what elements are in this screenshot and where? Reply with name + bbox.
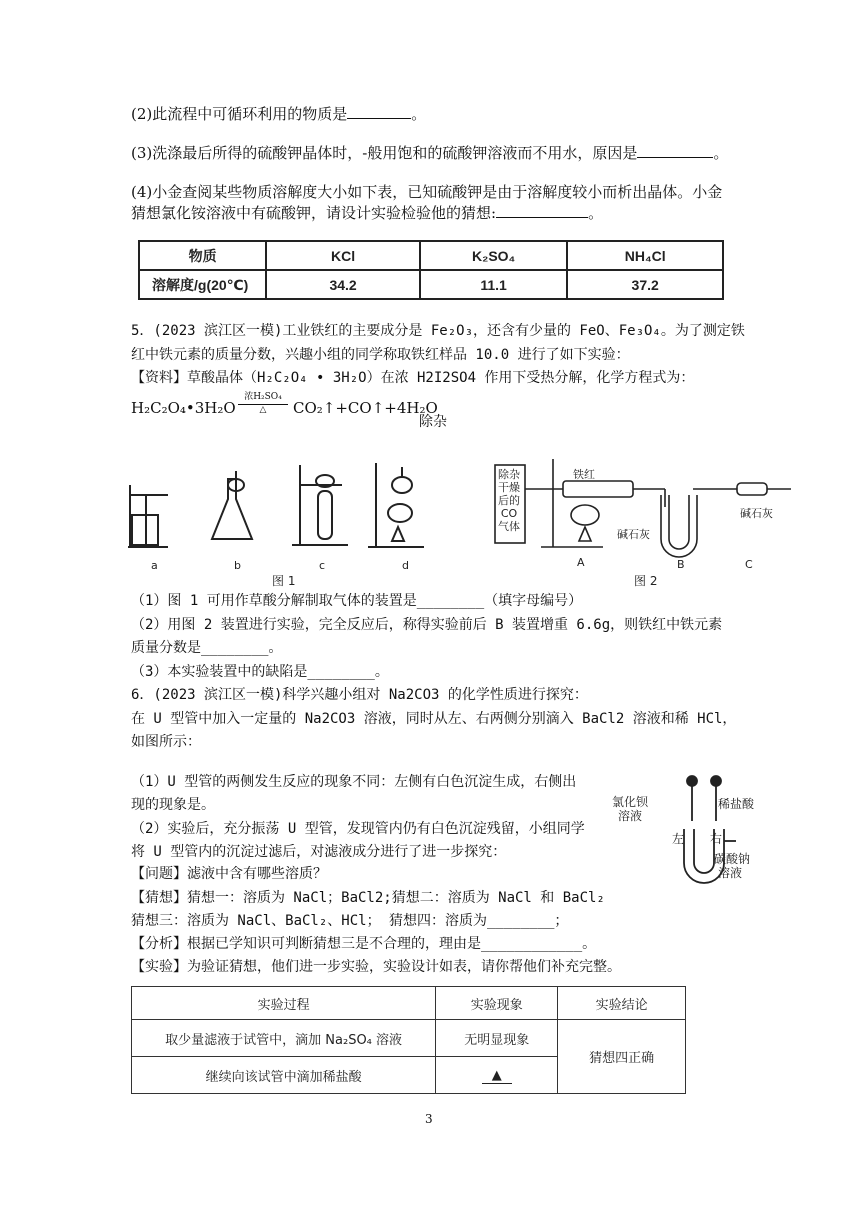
- answer-blank[interactable]: [496, 203, 588, 218]
- q6-line1: 6．(2023 滨江区一模)科学兴趣小组对 Na2CO3 的化学性质进行探究：: [131, 687, 588, 703]
- q5-sub1: （1）图 1 可用作草酸分解制取气体的装置是________（填字母编号）: [131, 593, 583, 609]
- q6-p1b: 现的现象是。: [131, 797, 215, 813]
- table-cell: 取少量滤液于试管中，滴加 Na₂SO₄ 溶液: [132, 1020, 436, 1057]
- fig1-label-c: c: [319, 559, 326, 572]
- q5-sub2a: （2）用图 2 装置进行实验，完全反应后，称得实验前后 B 装置增重 6.6g，则铁红中铁元素: [131, 617, 723, 633]
- q6-guess1: 【猜想】猜想一：溶质为 NaCl；BaCl2;猜想二：溶质为 NaCl 和 BaCl₂: [131, 890, 605, 906]
- q6-p2a: （2）实验后，充分振荡 U 型管，发现管内仍有白色沉淀残留，小组同学: [131, 821, 585, 837]
- q6-question: 【问题】滤液中含有哪些溶质？: [131, 866, 327, 882]
- q6-line2: 在 U 型管中加入一定量的 Na2CO3 溶液，同时从左、右两侧分别滴入 BaCl2 溶液和稀 HCl，: [131, 711, 737, 727]
- table-cell: 溶解度/g(20℃): [139, 270, 266, 299]
- conclusion-cell: 猜想四正确: [558, 1020, 686, 1094]
- eq-note: 除杂: [419, 414, 447, 430]
- q4-line4a: (4)小金查阅某些物质溶解度大小如下表，已知硫酸钾是由于溶解度较小而析出晶体。小金: [131, 183, 723, 201]
- table-cell: 34.2: [266, 270, 420, 299]
- fig2-lime2-label: 碱石灰: [740, 507, 773, 520]
- table-cell: 11.1: [420, 270, 568, 299]
- experiment-table: [131, 986, 686, 1094]
- fig1-label-a: a: [151, 559, 158, 572]
- q4-line3: (3)洗涤最后所得的硫酸钾晶体时，-般用饱和的硫酸钾溶液而不用水，原因是 。: [131, 144, 729, 162]
- fig2-iron-label: 铁红: [573, 468, 595, 481]
- fig2-label-A: A: [577, 556, 585, 569]
- table-header: 实验结论: [558, 987, 686, 1020]
- table-header: K₂SO₄: [420, 241, 568, 270]
- label-hcl: 稀盐酸: [718, 797, 755, 811]
- q5-sub2b: 质量分数是________。: [131, 640, 283, 656]
- fig2-gas-box: 除杂 干燥 后的 CO 气体: [498, 468, 520, 533]
- fig2-caption: 图 2: [634, 574, 658, 588]
- q6-analysis: 【分析】根据已学知识可判断猜想三是不合理的，理由是____________。: [131, 936, 597, 952]
- q4-line2: (2)此流程中可循环利用的物质是 。: [131, 105, 427, 123]
- fig1-caption: 图 1: [272, 574, 296, 588]
- table-cell: 37.2: [567, 270, 723, 299]
- fig2-label-C: C: [745, 558, 753, 571]
- figure-1-apparatus: [128, 455, 428, 585]
- q5-line2: 红中铁元素的质量分数，兴趣小组的同学称取铁红样品 10.0 进行了如下实验：: [131, 347, 630, 363]
- label-left: 左: [672, 832, 685, 846]
- table-header: NH₄Cl: [567, 241, 723, 270]
- fig2-label-B: B: [677, 558, 685, 571]
- page-number: 3: [425, 1112, 433, 1126]
- eq-right: CO₂↑+CO↑+4H₂O: [293, 399, 438, 417]
- answer-blank[interactable]: [637, 143, 713, 158]
- answer-blank[interactable]: [347, 104, 411, 119]
- table-header: 实验过程: [132, 987, 436, 1020]
- q5-line3: 【资料】草酸晶体（H₂C₂O₄ • 3H₂O）在浓 H2I2SO4 作用下受热分解，化学方程式为：: [131, 370, 695, 386]
- eq-condition: 浓H₂SO₄ △: [238, 392, 288, 415]
- label-right: 右: [710, 832, 723, 846]
- q5-line1: 5．(2023 滨江区一模)工业铁红的主要成分是 Fe₂O₃，还含有少量的 FeO、Fe₃O₄。为了测定铁: [131, 323, 745, 339]
- table-header: 物质: [139, 241, 266, 270]
- answer-cell[interactable]: ▲: [436, 1057, 558, 1094]
- eq-left: H₂C₂O₄•3H₂O: [131, 399, 236, 417]
- q6-p2b: 将 U 型管内的沉淀过滤后，对滤液成分进行了进一步探究：: [131, 844, 507, 860]
- table-header: 实验现象: [436, 987, 558, 1020]
- q5-sub3: （3）本实验装置中的缺陷是________。: [131, 664, 389, 680]
- fig1-label-d: d: [402, 559, 409, 572]
- q6-experiment: 【实验】为验证猜想，他们进一步实验，实验设计如表，请你帮他们补充完整。: [131, 959, 621, 975]
- table-cell: 继续向该试管中滴加稀盐酸: [132, 1057, 436, 1094]
- solubility-table: [138, 240, 724, 300]
- label-bacl2: 氯化钡 溶液: [612, 795, 649, 823]
- q6-p1a: （1）U 型管的两侧发生反应的现象不同：左侧有白色沉淀生成，右侧出: [131, 774, 577, 790]
- fig1-label-b: b: [234, 559, 241, 572]
- table-cell: 无明显现象: [436, 1020, 558, 1057]
- q4-line4b: 猜想氯化铵溶液中有硫酸钾，请设计实验检验他的猜想: 。: [131, 204, 604, 222]
- q6-guess2: 猜想三：溶质为 NaCl、BaCl₂、HCl； 猜想四：溶质为________；: [131, 913, 569, 929]
- equation: [131, 399, 236, 417]
- fig2-lime1-label: 碱石灰: [617, 528, 650, 541]
- q6-line3: 如图所示：: [131, 734, 201, 750]
- table-header: KCl: [266, 241, 420, 270]
- label-na2co3: 碳酸钠 溶液: [714, 852, 751, 880]
